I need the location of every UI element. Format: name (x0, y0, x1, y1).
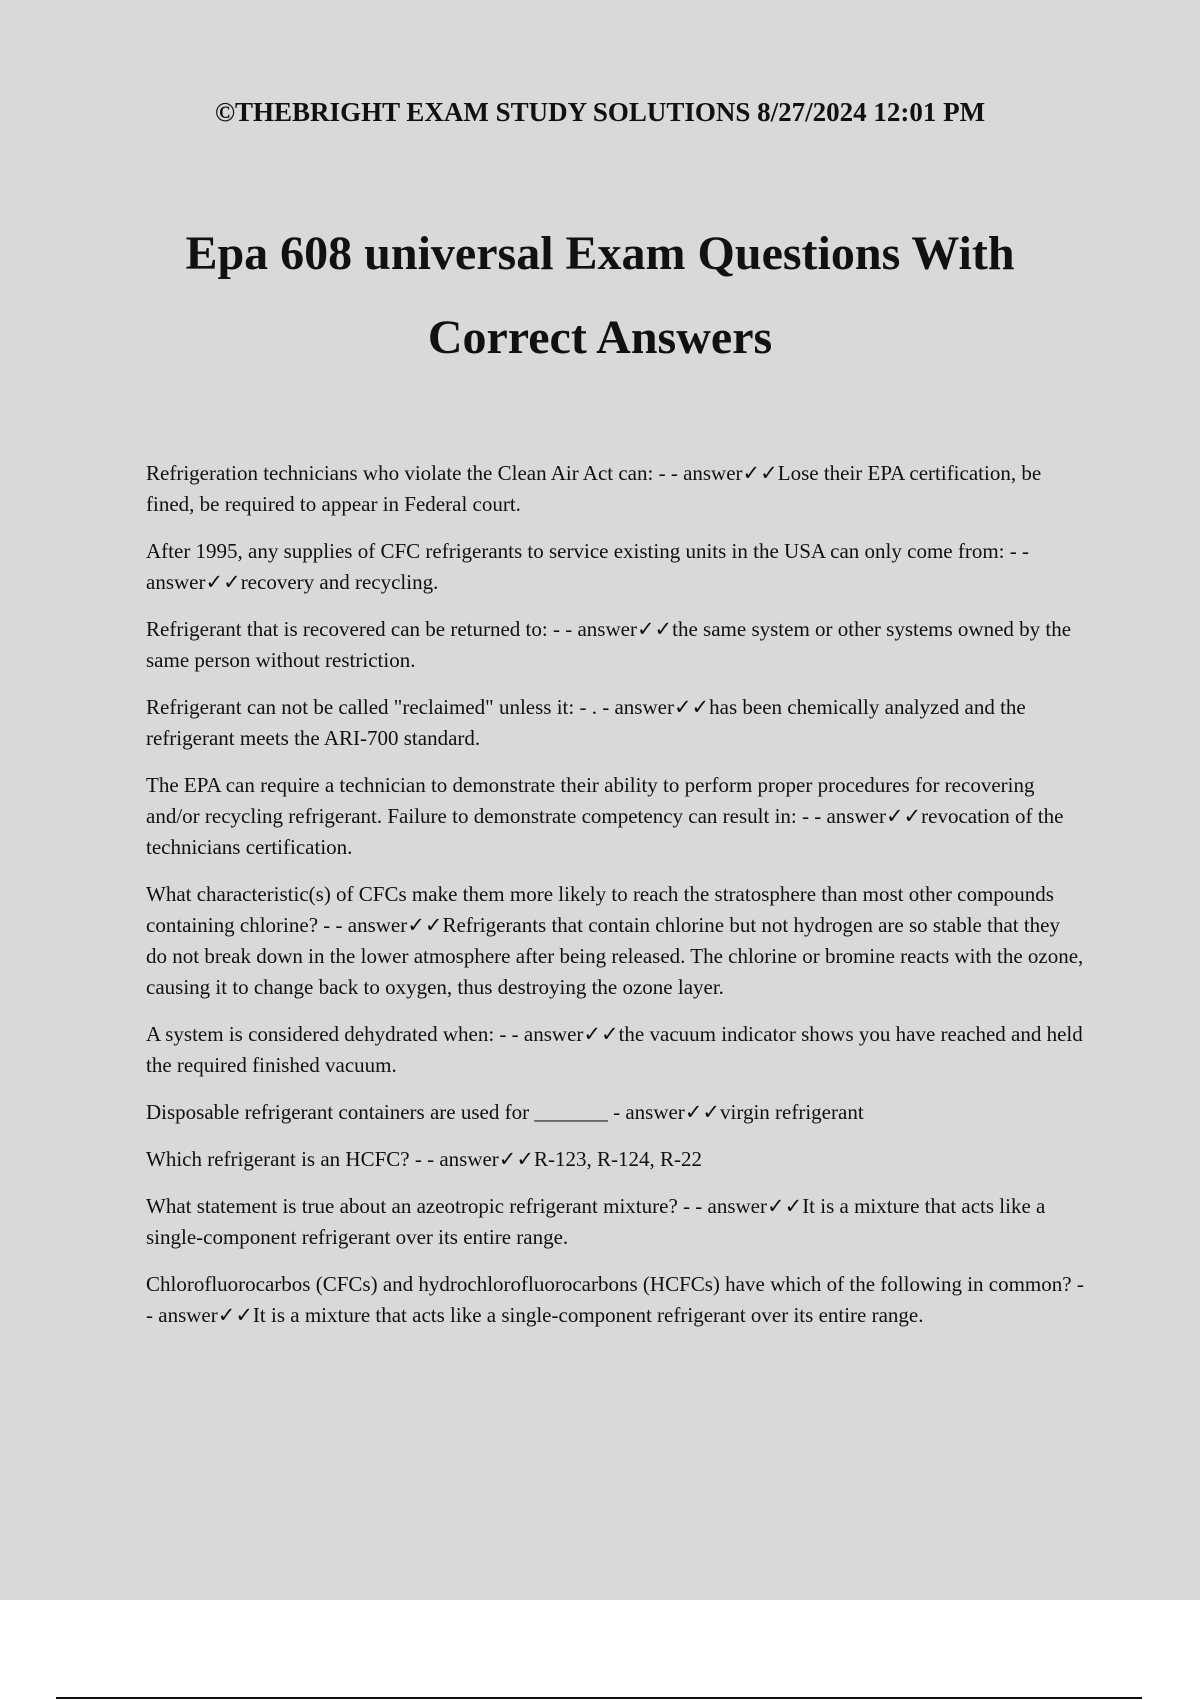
qa-item (146, 692, 1086, 754)
checkmark-icon: ✓✓ (673, 695, 710, 719)
checkmark-icon: ✓✓ (742, 461, 778, 485)
qa-item (146, 1191, 1086, 1253)
title-line-2: Correct Answers (427, 311, 773, 364)
question-text: A system is considered dehydrated when: - - answer (146, 1022, 584, 1046)
qa-item (146, 1144, 1086, 1175)
answer-text: the same system or other systems owned by the same person without restriction. (146, 617, 1072, 672)
question-text: Which refrigerant is an HCFC? - - answer (146, 1147, 499, 1171)
question-text: Refrigerant that is recovered can be returned to: - - answer (146, 617, 637, 641)
qa-item (146, 536, 1086, 598)
answer-text: Lose their EPA certification, be fined, be required to appear in Federal court. (146, 461, 1042, 516)
checkmark-icon: ✓✓ (684, 1100, 721, 1124)
qa-item (146, 458, 1086, 520)
document-title (120, 212, 1080, 380)
question-text: What statement is true about an azeotropic refrigerant mixture? - - answer (146, 1194, 767, 1218)
title-line-1: Epa 608 universal Exam Questions With (185, 227, 1015, 280)
question-text: Refrigeration technicians who violate the Clean Air Act can: - - answer (146, 461, 743, 485)
footer-divider (56, 1697, 1142, 1699)
checkmark-icon: ✓✓ (205, 570, 241, 594)
checkmark-icon: ✓✓ (583, 1022, 619, 1046)
checkmark-icon: ✓✓ (636, 617, 673, 641)
question-text: Disposable refrigerant containers are used for _______ - answer (146, 1100, 685, 1124)
answer-text: revocation of the technicians certification. (146, 804, 1064, 859)
qa-item (146, 1097, 1086, 1128)
checkmark-icon: ✓✓ (885, 804, 922, 828)
checkmark-icon: ✓✓ (766, 1194, 803, 1218)
qa-item (146, 614, 1086, 676)
qa-item (146, 1269, 1086, 1331)
answer-text: virgin refrigerant (720, 1100, 864, 1124)
qa-item (146, 879, 1086, 1003)
question-text: What characteristic(s) of CFCs make them more likely to reach the stratosphere than most other compounds containing chlorine? - - answer (146, 882, 1054, 937)
answer-text: recovery and recycling. (240, 570, 439, 594)
question-text: Chlorofluorocarbos (CFCs) and hydrochlorofluorocarbons (HCFCs) have which of the following in common? - - answer (146, 1272, 1084, 1327)
page-bottom-margin (0, 1600, 1200, 1700)
page-header: ©THEBRIGHT EXAM STUDY SOLUTIONS 8/27/2024 12:01 PM (214, 97, 986, 127)
qa-list (146, 458, 1086, 1347)
answer-text: It is a mixture that acts like a single-component refrigerant over its entire range. (146, 1194, 1046, 1249)
answer-text: R-123, R-124, R-22 (534, 1147, 702, 1171)
question-text: Refrigerant can not be called "reclaimed" unless it: - . - answer (146, 695, 674, 719)
question-text: The EPA can require a technician to demonstrate their ability to perform proper procedures for recovering and/or recycling refrigerant. Failure to demonstrate competency can result in: - - answer (146, 773, 1035, 828)
answer-text: It is a mixture that acts like a single-component refrigerant over its entire range. (252, 1303, 924, 1327)
answer-text: Refrigerants that contain chlorine but not hydrogen are so stable that they do not break down in the lower atmosphere after being released. The chlorine or bromine reacts with the ozone, causing it to change back to oxygen, thus destroying the ozone layer. (146, 913, 1084, 999)
qa-item (146, 1019, 1086, 1081)
answer-text: has been chemically analyzed and the refrigerant meets the ARI-700 standard. (146, 695, 1026, 750)
question-text: After 1995, any supplies of CFC refrigerants to service existing units in the USA can only come from: - - answer (146, 539, 1029, 594)
checkmark-icon: ✓✓ (498, 1147, 534, 1171)
answer-text: the vacuum indicator shows you have reached and held the required finished vacuum. (146, 1022, 1083, 1077)
qa-item (146, 770, 1086, 863)
checkmark-icon: ✓✓ (217, 1303, 253, 1327)
checkmark-icon: ✓✓ (407, 913, 443, 937)
